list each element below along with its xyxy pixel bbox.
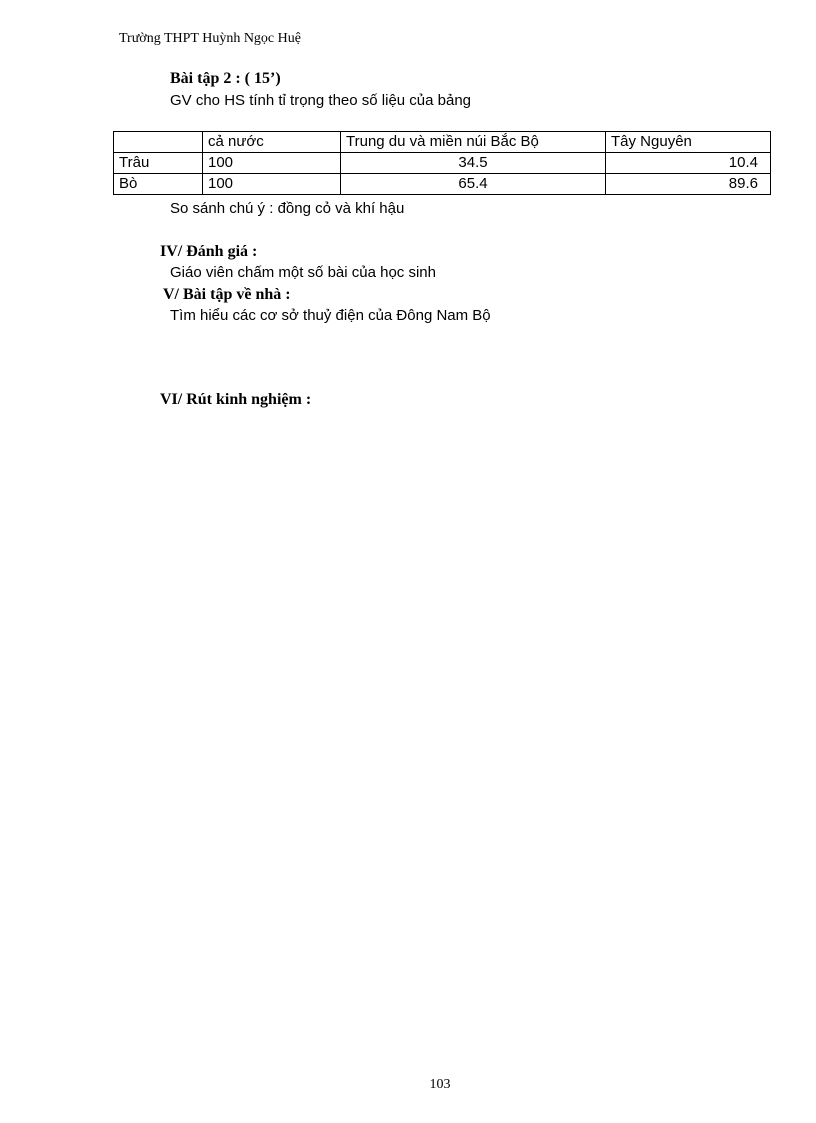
section-evaluation-body: Giáo viên chấm một số bài của học sinh [170,264,436,281]
table-cell: 10.4 [606,153,771,174]
table-cell: Trâu [114,153,203,174]
table-header-cell [114,132,203,153]
exercise-title: Bài tập 2 : ( 15’) [170,70,281,87]
comparison-note: So sánh chú ý : đồng cỏ và khí hậu [170,200,405,217]
table-cell: Bò [114,174,203,195]
table-cell: 65.4 [341,174,606,195]
table-row [114,153,771,174]
section-experience-title: VI/ Rút kinh nghiệm : [160,391,312,408]
school-header: Trường THPT Huỳnh Ngọc Huệ [119,31,301,46]
table-cell: 100 [203,153,341,174]
section-homework-body: Tìm hiểu các cơ sở thuỷ điện của Đông Nam Bộ [170,307,491,324]
page-number: 103 [429,1077,451,1092]
table-cell: 100 [203,174,341,195]
table-header-cell: Tây Nguyên [606,132,771,153]
table-header-row [114,132,771,153]
table-header-cell: cả nước [203,132,341,153]
section-homework-title: V/ Bài tập về nhà : [163,286,291,303]
table-header-cell: Trung du và miền núi Bắc Bộ [341,132,606,153]
table-cell: 34.5 [341,153,606,174]
data-table [113,131,771,195]
section-evaluation-title: IV/ Đánh giá : [160,243,258,260]
table-cell: 89.6 [606,174,771,195]
exercise-instruction: GV cho HS tính tỉ trọng theo số liệu của bảng [170,92,472,109]
table-row [114,174,771,195]
